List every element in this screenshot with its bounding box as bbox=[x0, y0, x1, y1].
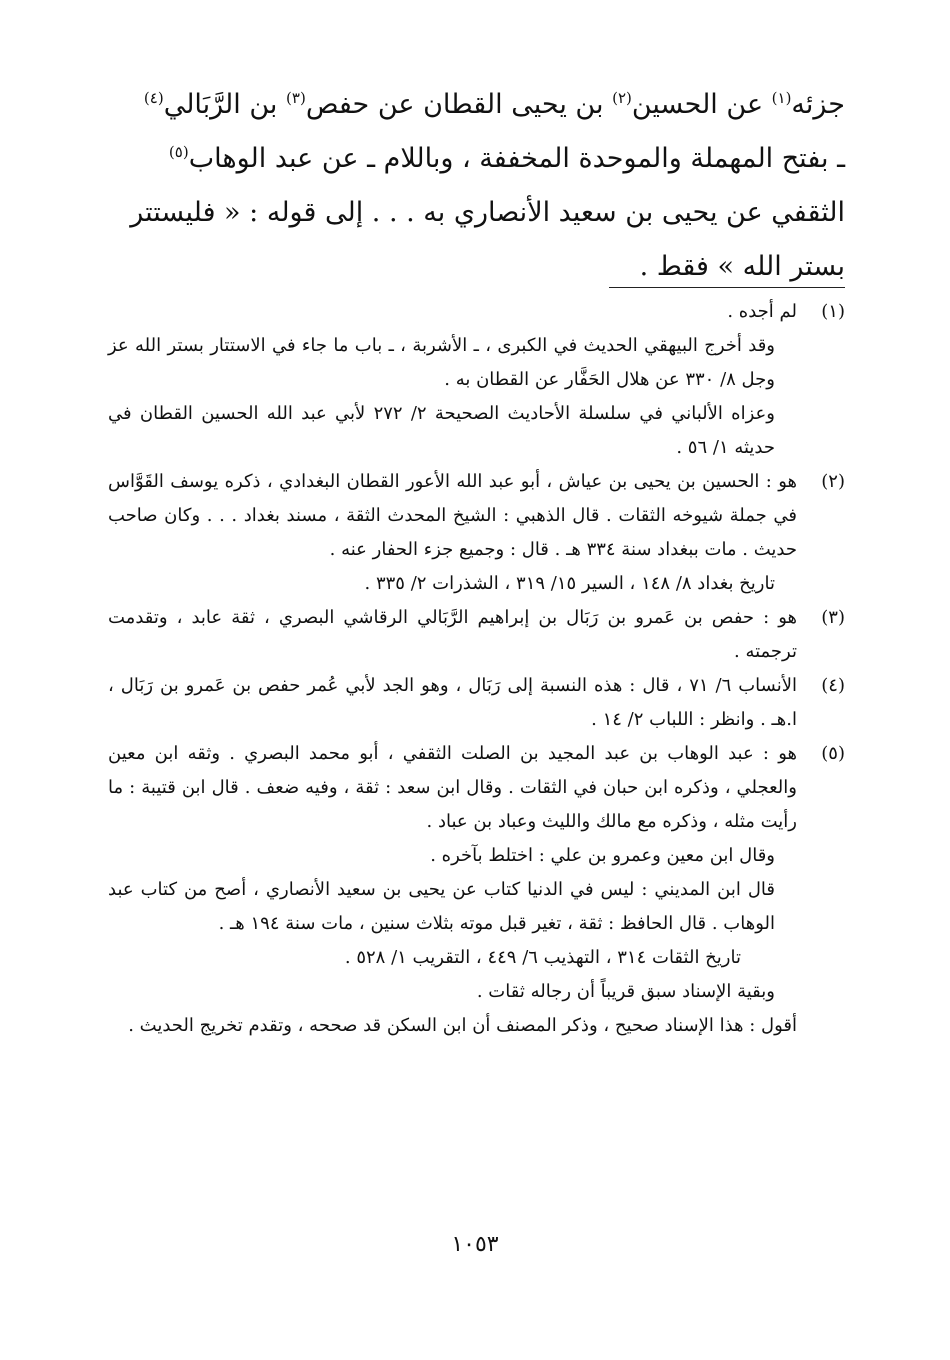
footnote-number: (٣) bbox=[821, 607, 845, 628]
footnote-marker[interactable]: (١) bbox=[771, 89, 792, 107]
footnote bbox=[108, 601, 845, 669]
footnote-paragraph: الأنساب ٦/ ٧١ ، قال : هذه النسبة إلى رَبَال ، وهو الجد لأبي عُمر حفص بن عَمرو بن رَبَال ، ا.هـ . وانظر : اللباب ٢/ ١٤ . bbox=[108, 675, 797, 730]
main-line: بستر الله » فقط . bbox=[639, 251, 845, 282]
footnote-paragraph: هو : الحسين بن يحيى بن عياش ، أبو عبد الله الأعور القطان البغدادي ، ذكره يوسف القَوَّاس في جملة شيوخه الثقات . قال الذهبي : الشيخ المحدث الثقة ، مسند بغداد . . . وكان صاحب حديث . مات ببغداد سنة ٣٣٤ هـ . قال : وجميع جزء الحفار عنه . bbox=[108, 471, 797, 560]
main-line: الثقفي عن يحيى بن سعيد الأنصاري به . . . إلى قوله : « فليستتر bbox=[130, 197, 845, 228]
footnote bbox=[108, 295, 845, 465]
footnote-paragraph: وبقية الإسناد سبق قريباً أن رجاله ثقات . bbox=[476, 981, 775, 1002]
main-line: ـ بفتح المهملة والموحدة المخففة ، وباللام ـ عن عبد الوهاب$^{(٥)}$ bbox=[168, 143, 845, 174]
footnote-separator bbox=[609, 287, 845, 288]
footnote bbox=[108, 737, 845, 1043]
footnote-marker[interactable]: (٤) bbox=[143, 89, 164, 107]
footnote-paragraph: وقد أخرج البيهقي الحديث في الكبرى ، ـ الأشربة ، ـ باب ما جاء في الاستتار بستر الله عز وجل ٨/ ٣٣٠ عن هلال الحَفَّار عن القطان به . bbox=[108, 335, 775, 390]
footnote-marker[interactable]: (٣) bbox=[286, 89, 306, 107]
footnote-paragraph: تاريخ الثقات ٣١٤ ، التهذيب ٦/ ٤٤٩ ، التقريب ١/ ٥٢٨ . bbox=[344, 947, 741, 968]
footnote-marker[interactable]: (٢) bbox=[612, 89, 632, 107]
footnote-number: (١) bbox=[821, 301, 845, 322]
main-line: جزئه$^{(١)}$ عن الحسين$^{(٢)}$ بن يحيى القطان عن حفص$^{(٣)}$ بن الرَّبَالي$^{(٤)}$ bbox=[143, 89, 845, 120]
main-text bbox=[108, 78, 845, 294]
footnote-paragraph: أقول : هذا الإسناد صحيح ، وذكر المصنف أن ابن السكن قد صححه ، وتقدم تخريج الحديث . bbox=[128, 1015, 797, 1036]
footnote-paragraph: هو : عبد الوهاب بن عبد المجيد بن الصلت الثقفي ، أبو محمد البصري . وثقه ابن معين والعجلي ، وذكره ابن حبان في الثقات . وقال ابن سعد : ثقة ، وفيه ضعف . قال ابن قتيبة : ما رأيت مثله ، وذكره مع مالك والليث وعباد بن عباد . bbox=[108, 743, 797, 832]
footnote bbox=[108, 465, 845, 601]
footnote-paragraph: تاريخ بغداد ٨/ ١٤٨ ، السير ١٥/ ٣١٩ ، الشذرات ٢/ ٣٣٥ . bbox=[364, 573, 775, 594]
footnote bbox=[108, 669, 845, 737]
footnote-paragraph: وعزاه الألباني في سلسلة الأحاديث الصحيحة ٢/ ٢٧٢ لأبي عبد الله الحسين القطان في حديثه ١/ ٥٦ . bbox=[108, 403, 775, 458]
page-number: ١٠٥٣ bbox=[451, 1232, 499, 1257]
footnote-number: (٥) bbox=[821, 743, 845, 764]
footnote-marker[interactable]: (٥) bbox=[168, 143, 189, 161]
footnote-paragraph: لم أجده . bbox=[727, 301, 797, 322]
footnote-number: (٤) bbox=[821, 675, 845, 696]
footnote-paragraph: قال ابن المديني : ليس في الدنيا كتاب عن يحيى بن سعيد الأنصاري ، أصح من كتاب عبد الوهاب . قال الحافظ : ثقة ، تغير قبل موته بثلاث سنين ، مات سنة ١٩٤ هـ . bbox=[108, 879, 775, 934]
footnote-paragraph: هو : حفص بن عَمرو بن رَبَال بن إبراهيم الرَّبَالي الرقاشي البصري ، ثقة عابد ، وتقدمت ترجمته . bbox=[108, 607, 797, 662]
footnote-number: (٢) bbox=[821, 471, 845, 492]
footnote-paragraph: وقال ابن معين وعمرو بن علي : اختلط بآخره . bbox=[430, 845, 775, 866]
footnotes bbox=[108, 295, 845, 1043]
